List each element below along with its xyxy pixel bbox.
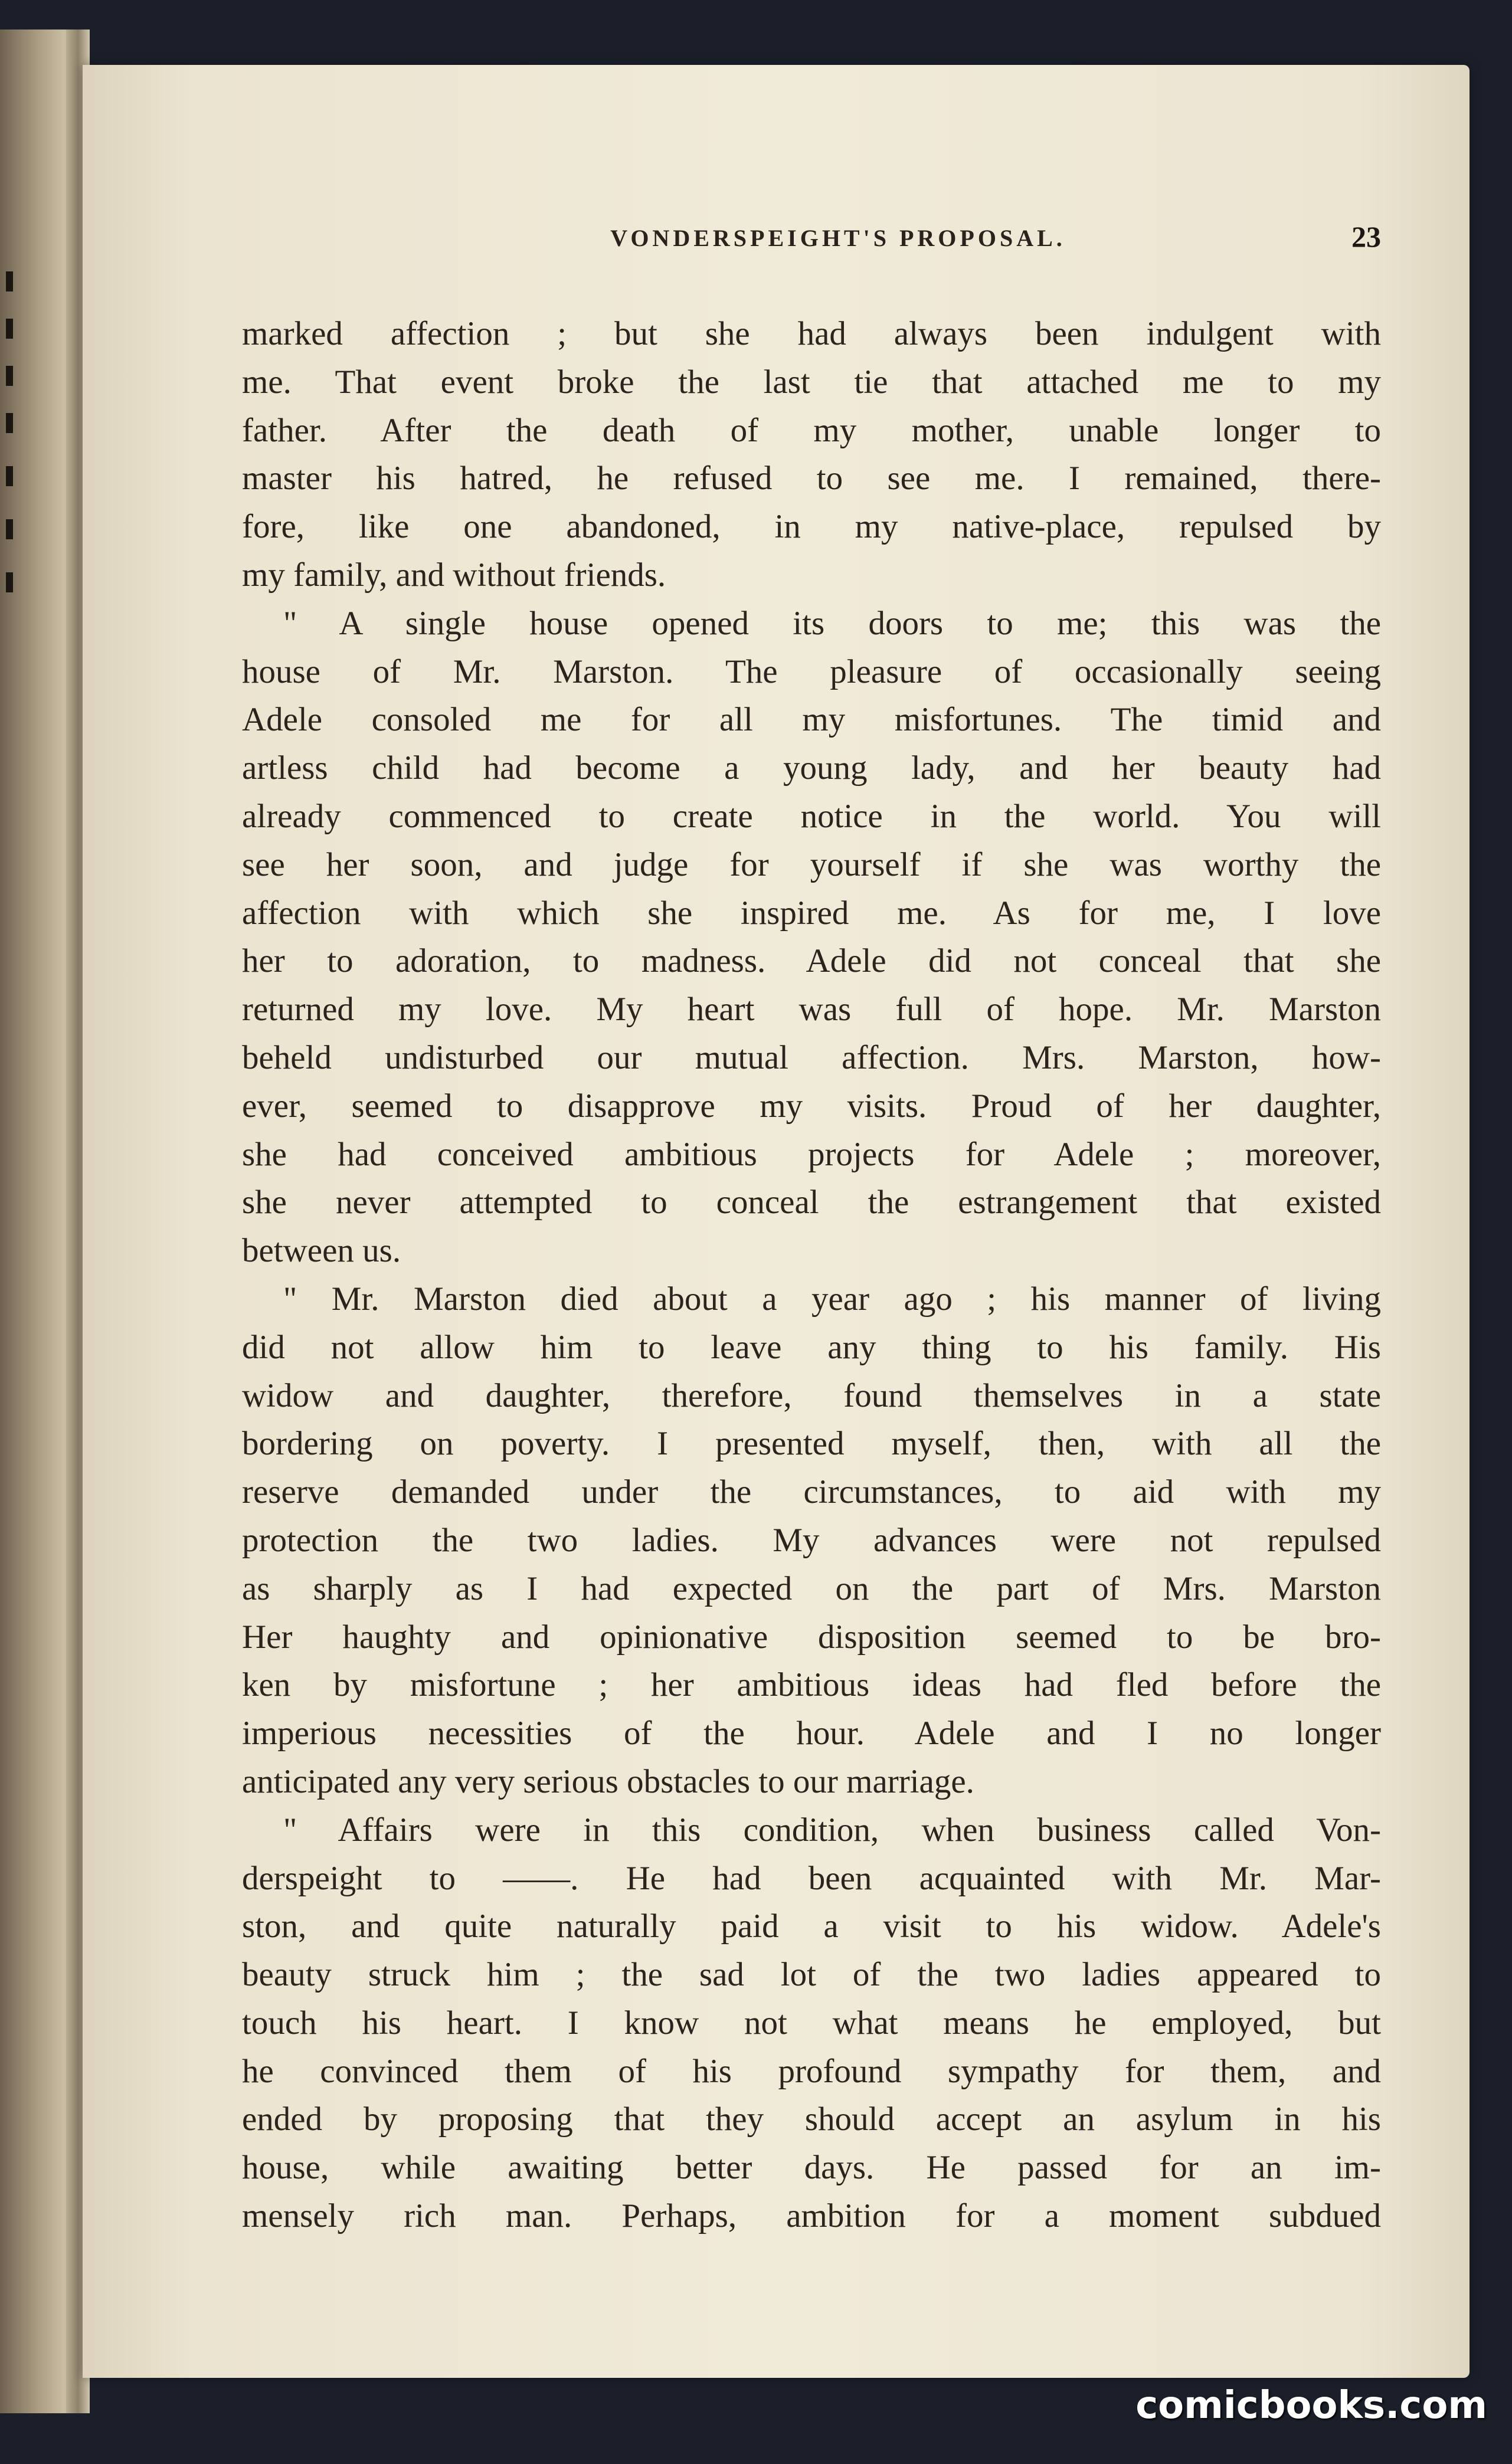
text-line: house, while awaiting better days. He passed for an im- bbox=[242, 2149, 1381, 2187]
text-line: beheld undisturbed our mutual affection. Mrs. Marston, how- bbox=[242, 1038, 1381, 1076]
text-line: master his hatred, he refused to see me. I remained, there- bbox=[242, 460, 1381, 497]
text-line: Adele consoled me for all my misfortunes. The timid and bbox=[242, 701, 1381, 739]
text-line: marked affection ; but she had always been indulgent with bbox=[242, 315, 1381, 352]
text-line: derspeight to ——. He had been acquainted with Mr. Mar- bbox=[242, 1859, 1381, 1897]
page-number: 23 bbox=[1351, 220, 1381, 253]
text-line: she never attempted to conceal the estrangement that existed bbox=[242, 1184, 1381, 1221]
margin-fragment bbox=[6, 572, 13, 592]
body-text bbox=[242, 310, 1381, 2240]
text-line: father. After the death of my mother, unable longer to bbox=[242, 411, 1381, 449]
margin-fragment bbox=[6, 519, 13, 539]
text-line: ken by misfortune ; her ambitious ideas had fled before the bbox=[242, 1666, 1381, 1704]
text-line: artless child had become a young lady, and her beauty had bbox=[242, 749, 1381, 787]
text-line: anticipated any very serious obstacles to our marriage. bbox=[242, 1762, 974, 1800]
text-line: bordering on poverty. I presented myself, then, with all the bbox=[242, 1425, 1381, 1463]
margin-fragment bbox=[6, 413, 13, 433]
text-line: already commenced to create notice in the world. You will bbox=[242, 797, 1381, 835]
text-line: protection the two ladies. My advances were not repulsed bbox=[242, 1521, 1381, 1559]
text-line: fore, like one abandoned, in my native-place, repulsed by bbox=[242, 508, 1381, 546]
book-page bbox=[83, 65, 1470, 2378]
text-line: see her soon, and judge for yourself if she was worthy the bbox=[242, 846, 1381, 883]
text-line: imperious necessities of the hour. Adele and I no longer bbox=[242, 1715, 1381, 1752]
text-line: my family, and without friends. bbox=[242, 556, 666, 594]
text-line: she had conceived ambitious projects for Adele ; moreover, bbox=[242, 1135, 1381, 1173]
text-line: between us. bbox=[242, 1232, 401, 1270]
text-line: house of Mr. Marston. The pleasure of occasionally seeing bbox=[242, 653, 1381, 690]
text-line: her to adoration, to madness. Adele did not conceal that she bbox=[242, 942, 1381, 980]
text-line: me. That event broke the last tie that attached me to my bbox=[242, 363, 1381, 401]
margin-fragment bbox=[6, 271, 13, 291]
margin-fragment bbox=[6, 366, 13, 386]
text-line: did not allow him to leave any thing to his family. His bbox=[242, 1328, 1381, 1366]
margin-fragment bbox=[6, 466, 13, 486]
text-line: mensely rich man. Perhaps, ambition for a moment subdued bbox=[242, 2197, 1381, 2235]
text-line: touch his heart. I know not what means he employed, but bbox=[242, 2004, 1381, 2042]
text-line: returned my love. My heart was full of hope. Mr. Marston bbox=[242, 991, 1381, 1028]
text-line: as sharply as I had expected on the part of Mrs. Marston bbox=[242, 1570, 1381, 1607]
running-head: VONDERSPEIGHT'S PROPOSAL. bbox=[610, 225, 1066, 251]
text-line: Her haughty and opinionative disposition seemed to be bro- bbox=[242, 1618, 1381, 1656]
text-line: reserve demanded under the circumstances, to aid with my bbox=[242, 1473, 1381, 1511]
text-line: " A single house opened its doors to me; this was the bbox=[283, 604, 1381, 642]
text-line: beauty struck him ; the sad lot of the two ladies appeared to bbox=[242, 1956, 1381, 1994]
text-line: " Affairs were in this condition, when business called Von- bbox=[283, 1811, 1381, 1849]
text-line: " Mr. Marston died about a year ago ; his manner of living bbox=[283, 1280, 1381, 1318]
site-watermark: comicbooks.com bbox=[1135, 2384, 1487, 2427]
margin-fragment bbox=[6, 319, 13, 339]
text-line: ended by proposing that they should accept an asylum in his bbox=[242, 2101, 1381, 2138]
text-line: widow and daughter, therefore, found themselves in a state bbox=[242, 1377, 1381, 1414]
text-line: ston, and quite naturally paid a visit to his widow. Adele's bbox=[242, 1908, 1381, 1945]
text-line: affection with which she inspired me. As for me, I love bbox=[242, 894, 1381, 932]
text-line: he convinced them of his profound sympathy for them, and bbox=[242, 2052, 1381, 2090]
text-line: ever, seemed to disapprove my visits. Proud of her daughter, bbox=[242, 1087, 1381, 1125]
